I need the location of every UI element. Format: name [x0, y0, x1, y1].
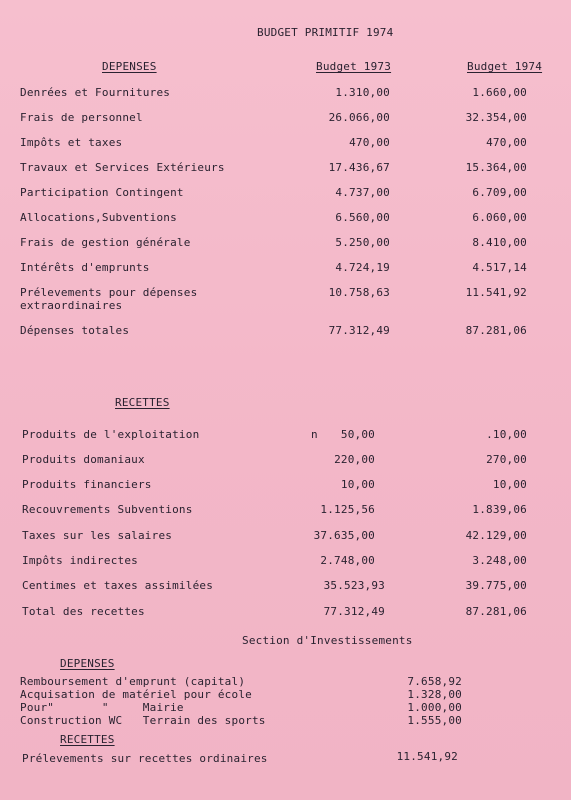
- invest-recette-amount: 11.541,92: [396, 750, 458, 763]
- invest-recette-label: Prélevements sur recettes ordinaires: [22, 752, 268, 765]
- depense-label: Allocations,Subventions: [20, 211, 177, 224]
- depenses-heading: DEPENSES: [102, 60, 157, 73]
- depenses-total-label: Dépenses totales: [20, 324, 130, 337]
- depense-label: Frais de personnel: [20, 111, 143, 124]
- depense-label: Frais de gestion générale: [20, 236, 191, 249]
- depense-1973: 4.737,00: [335, 186, 390, 199]
- recette-label: Impôts indirectes: [22, 554, 138, 567]
- depense-label: Prélevements pour dépenses extraordinaires: [20, 286, 198, 312]
- depense-1974: 4.517,14: [472, 261, 527, 274]
- recette-1974: 3.248,00: [472, 554, 527, 567]
- recette-label: Produits domaniaux: [22, 453, 145, 466]
- invest-amount: 1.328,00: [407, 688, 462, 701]
- recette-1973: 37.635,00: [313, 529, 375, 542]
- depense-1973: 10.758,63: [328, 286, 390, 299]
- depense-1974: 1.660,00: [472, 86, 527, 99]
- depense-label: Participation Contingent: [20, 186, 184, 199]
- recettes-total-1973: 77.312,49: [323, 605, 385, 618]
- investissements-title: Section d'Investissements: [242, 634, 413, 647]
- depense-1974: 32.354,00: [465, 111, 527, 124]
- recette-1973: 35.523,93: [323, 579, 385, 592]
- invest-label: Acquisation de matériel pour école: [20, 688, 252, 701]
- recette-1973: 2.748,00: [320, 554, 375, 567]
- recette-1974: .10,00: [486, 428, 527, 441]
- depenses-total-1973: 77.312,49: [328, 324, 390, 337]
- page-title: BUDGET PRIMITIF 1974: [257, 26, 394, 39]
- recette-label: Taxes sur les salaires: [22, 529, 173, 542]
- recette-1974: 1.839,06: [472, 503, 527, 516]
- depense-label: Denrées et Fournitures: [20, 86, 171, 99]
- recette-1974: 42.129,00: [465, 529, 527, 542]
- col-header-1974: Budget 1974: [467, 60, 543, 73]
- recette-label: Centimes et taxes assimilées: [22, 579, 214, 592]
- depense-1974: 15.364,00: [465, 161, 527, 174]
- depense-label: Travaux et Services Extérieurs: [20, 161, 225, 174]
- invest-depenses-heading: DEPENSES: [60, 657, 115, 670]
- recette-1973: 1.125,56: [320, 503, 375, 516]
- depense-label: Intérêts d'emprunts: [20, 261, 150, 274]
- depense-1973: 5.250,00: [335, 236, 390, 249]
- depense-1974: 6.709,00: [472, 186, 527, 199]
- recettes-heading: RECETTES: [115, 396, 170, 409]
- depense-label: Impôts et taxes: [20, 136, 123, 149]
- depense-1973: 470,00: [349, 136, 390, 149]
- recette-1973: 220,00: [334, 453, 375, 466]
- depenses-total-1974: 87.281,06: [465, 324, 527, 337]
- col-header-1973: Budget 1973: [316, 60, 392, 73]
- depense-1974: 470,00: [486, 136, 527, 149]
- depense-1974: 11.541,92: [465, 286, 527, 299]
- invest-recettes-heading: RECETTES: [60, 733, 115, 746]
- recette-1973: 50,00: [340, 428, 375, 441]
- recette-label: Produits financiers: [22, 478, 152, 491]
- recette-1973: 10,00: [340, 478, 375, 491]
- depense-1974: 8.410,00: [472, 236, 527, 249]
- recettes-total-label: Total des recettes: [22, 605, 145, 618]
- invest-label: Pour" " Mairie: [20, 701, 184, 714]
- invest-amount: 1.000,00: [407, 701, 462, 714]
- depense-1973: 17.436,67: [328, 161, 390, 174]
- depense-1973: 6.560,00: [335, 211, 390, 224]
- depense-1974: 6.060,00: [472, 211, 527, 224]
- recettes-total-1974: 87.281,06: [465, 605, 527, 618]
- recette-1974: 10,00: [492, 478, 527, 491]
- invest-label: Construction WC Terrain des sports: [20, 714, 266, 727]
- depense-1973: 26.066,00: [328, 111, 390, 124]
- invest-amount: 1.555,00: [407, 714, 462, 727]
- recette-1974: 270,00: [486, 453, 527, 466]
- recette-note: n: [311, 428, 318, 441]
- invest-amount: 7.658,92: [407, 675, 462, 688]
- recette-1974: 39.775,00: [465, 579, 527, 592]
- depense-1973: 1.310,00: [335, 86, 390, 99]
- depense-1973: 4.724,19: [335, 261, 390, 274]
- recette-label: Recouvrements Subventions: [22, 503, 193, 516]
- invest-label: Remboursement d'emprunt (capital): [20, 675, 246, 688]
- recette-label: Produits de l'exploitation: [22, 428, 200, 441]
